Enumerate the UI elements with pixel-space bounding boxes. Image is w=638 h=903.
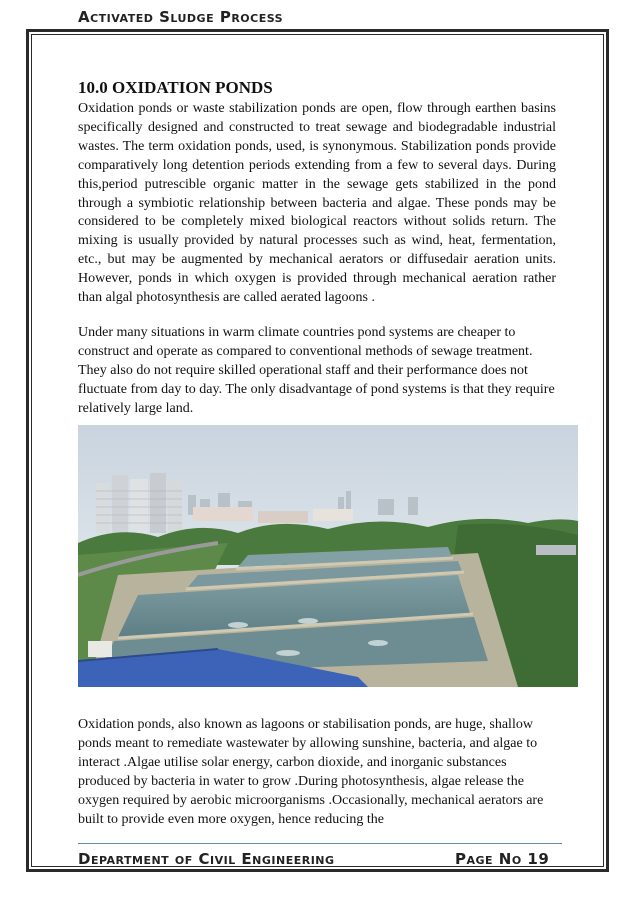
section-title: 10.0 OXIDATION PONDS bbox=[78, 78, 273, 97]
small-building bbox=[88, 641, 112, 657]
running-header: Activated Sludge Process bbox=[78, 8, 284, 26]
paragraph-oxidation-ponds-definition: Oxidation ponds or waste stabilization ponds are open, flow through earthen basins specifically designed and constructed to treat sewage and biodegradable industrial wastes. The term oxidation ponds, used, is synonymous. Stabilization ponds provide comparatively long detention periods extending from a few to several days. During this,period putrescible organic matter in the sewage gets stabilized in the pond through a symbiotic relationship between bacteria and algae. These ponds may be considered to be completely mixed biological reactors without solids return. The mixing is usually provided by natural processes such as wind, heat, fermentation, etc., but may be augmented by mechanical aerators or diffusedair aeration units. However, ponds in which oxygen is provided through mechanical aeration rather than algal photosynthesis are called aerated lagoons . bbox=[78, 101, 556, 306]
footer-rule bbox=[78, 843, 562, 844]
paragraph-advantages: Under many situations in warm climate countries pond systems are cheaper to construct and operate as compared to conventional methods of sewage treatment. They also do not require skilled operational staff and their performance does not fluctuate from day to day. The only disadvantage of pond systems is that they require relatively large land. bbox=[78, 324, 555, 416]
right-structure bbox=[536, 545, 576, 555]
main-content bbox=[78, 78, 556, 419]
footer-department: Department of Civil Engineering bbox=[78, 850, 335, 868]
paragraph-oxidation-ponds-process: Oxidation ponds, also known as lagoons or stabilisation ponds, are huge, shallow ponds meant to remediate wastewater by allowing sunshine, bacteria, and algae to interact .Algae utilise solar energy, carbon dioxide, and inorganic substances produced by bacteria in water to grow .During photosynthesis, algae release the oxygen required by aerobic microorganisms .Occasionally, mechanical aerators are built to provide even more oxygen, hence reducing the bbox=[78, 717, 544, 827]
paragraph-oxidation-ponds-process-wrapper bbox=[78, 716, 556, 829]
oxidation-ponds-illustration bbox=[78, 425, 578, 687]
footer-page-number: Page No 19 bbox=[455, 850, 550, 868]
oxidation-ponds-photo bbox=[78, 425, 578, 687]
